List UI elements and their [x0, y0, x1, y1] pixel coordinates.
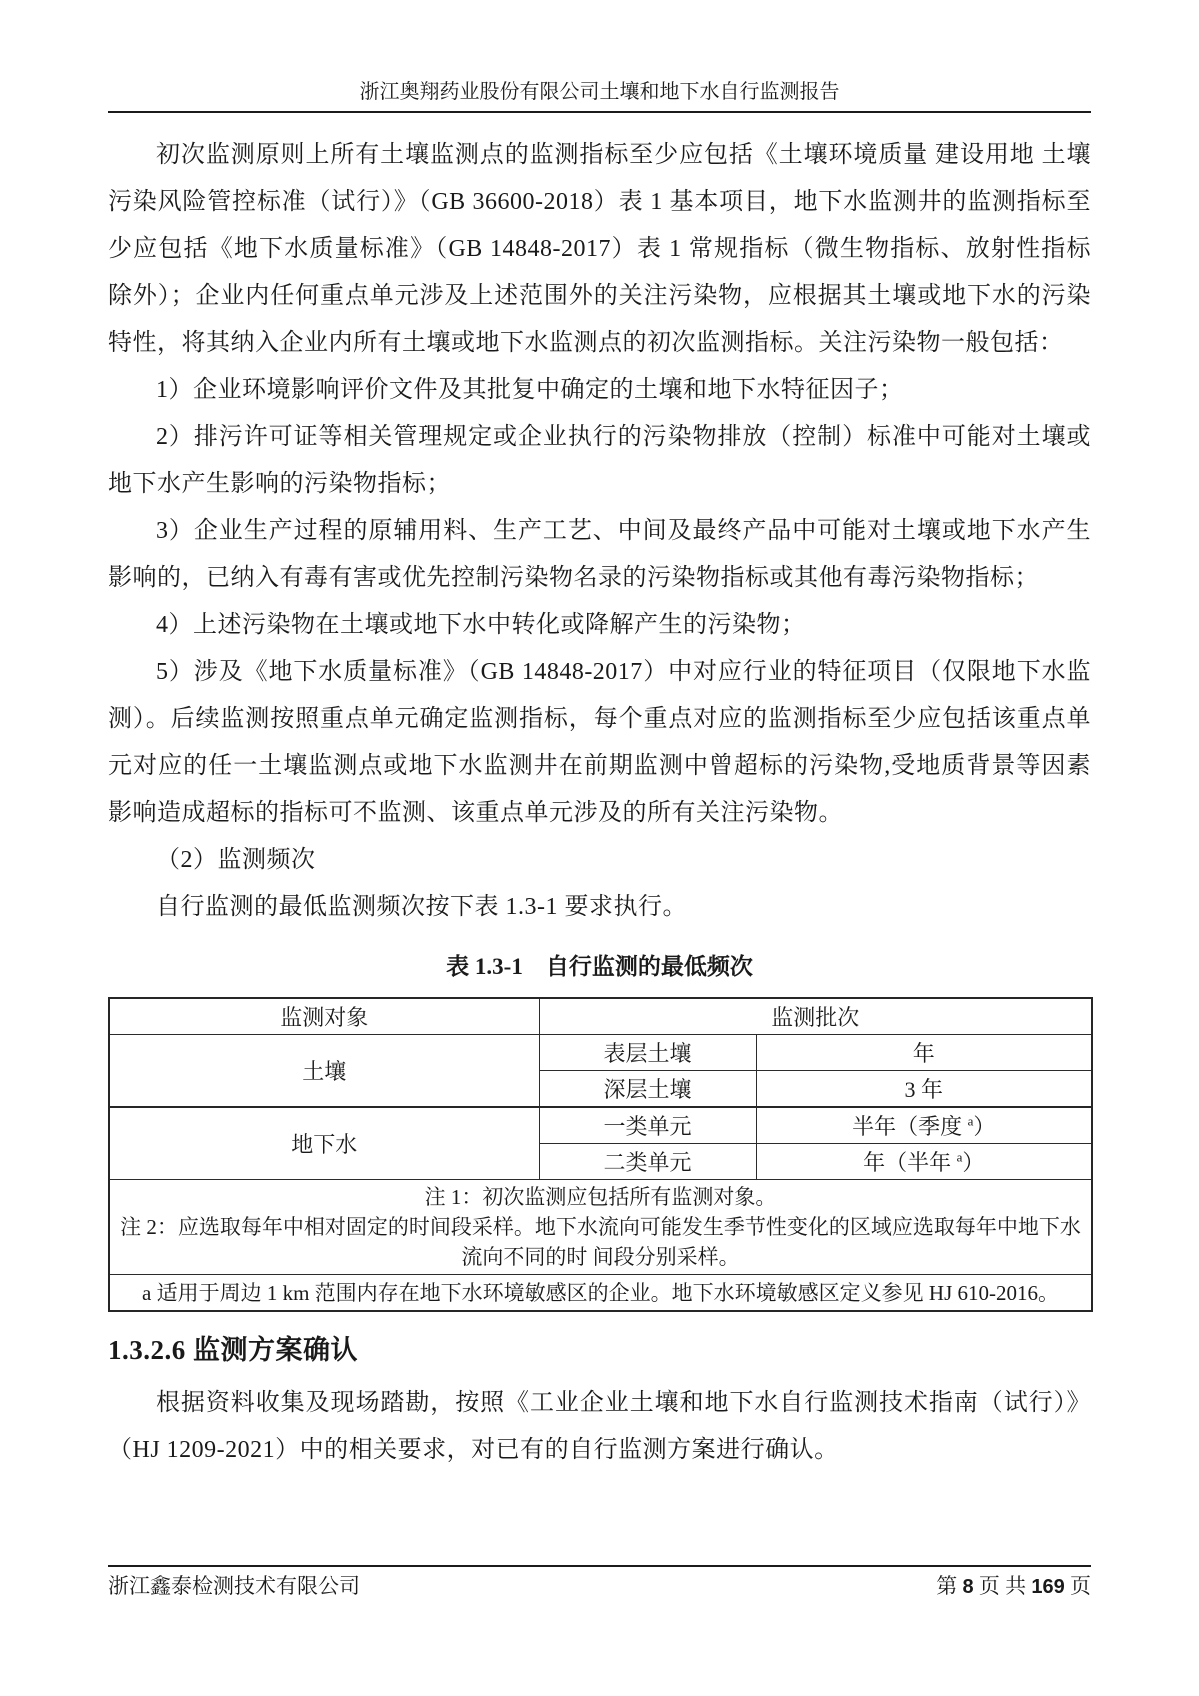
- table-notes-row: [109, 1180, 1092, 1275]
- monitoring-frequency-table: [108, 997, 1093, 1312]
- table-row-class1-unit: [109, 1107, 1092, 1144]
- unit-class2: 二类单元: [539, 1144, 756, 1180]
- footnote-marker-a: a: [956, 1149, 963, 1165]
- group-label-groundwater: 地下水: [109, 1107, 539, 1180]
- paragraph-intro: 初次监测原则上所有土壤监测点的监测指标至少应包括《土壤环境质量 建设用地 土壤污染风险管控标准（试行）》（GB 36600-2018）表 1 基本项目，地下水监测井的监测指标至少应包括《地下水质量标准》（GB 14848-2017）表 1 常规指标（微生物指标、放射性指标除外）；企业内任何重点单元涉及上述范围外的关注污染物，应根据其土壤或地下水的污染特性，将其纳入企业内所有土壤或地下水监测点的初次监测指标。关注污染物一般包括：: [108, 142, 1091, 356]
- column-header-object: 监测对象: [109, 998, 539, 1035]
- footer-page-info: 第 8 页 共 169 页: [936, 1574, 1091, 1598]
- freq-class1: 半年（季度 $^a$）: [756, 1107, 1092, 1144]
- footer-company: 浙江鑫泰检测技术有限公司: [108, 1574, 360, 1598]
- freq-surface-soil: 年: [756, 1035, 1092, 1071]
- column-header-frequency: 监测批次: [539, 998, 1092, 1035]
- paragraph-frequency-subtitle: （2）监测频次: [156, 847, 316, 873]
- paragraph-item-5: 5）涉及《地下水质量标准》（GB 14848-2017）中对应行业的特征项目（仅限地下水监测）。后续监测按照重点单元确定监测指标，每个重点对应的监测指标至少应包括该重点单元对应的任一土壤监测点或地下水监测井在前期监测中曾超标的污染物,受地质背景等因素影响造成超标的指标可不监测、该重点单元涉及的所有关注污染物。: [108, 659, 1091, 826]
- unit-surface-soil: 表层土壤: [539, 1035, 756, 1071]
- table-footnote-a: a 适用于周边 1 km 范围内存在地下水环境敏感区的企业。地下水环境敏感区定义参见 HJ 610-2016。: [109, 1275, 1092, 1312]
- paragraph-item-4: 4）上述污染物在土壤或地下水中转化或降解产生的污染物；: [156, 612, 806, 638]
- table-notes: [109, 1180, 1092, 1275]
- freq-deep-soil: 3 年: [756, 1071, 1092, 1108]
- table-row-surface-soil: [109, 1035, 1092, 1071]
- table-note-1: 注 1：初次监测应包括所有监测对象。: [424, 1185, 777, 1209]
- current-page-number: 8: [962, 1576, 974, 1598]
- footnote-marker-a: a: [967, 1113, 974, 1129]
- paragraph-item-1: 1）企业环境影响评价文件及其批复中确定的土壤和地下水特征因子；: [156, 377, 904, 403]
- section-heading-1-3-2-6: 1.3.2.6 监测方案确认: [108, 1335, 358, 1365]
- table-header-row: [109, 998, 1092, 1035]
- table-note-2: 注 2：应选取每年中相对固定的时间段采样。地下水流向可能发生季节性变化的区域应选取每年中地下水流向不同的时 间段分别采样。: [120, 1215, 1081, 1269]
- paragraph-item-3: 3）企业生产过程的原辅用料、生产工艺、中间及最终产品中可能对土壤或地下水产生影响的，已纳入有毒有害或优先控制污染物名录的污染物指标或其他有毒污染物指标；: [108, 518, 1091, 591]
- paragraph-plan-confirmation: 根据资料收集及现场踏勘，按照《工业企业土壤和地下水自行监测技术指南（试行）》（HJ 1209-2021）中的相关要求，对已有的自行监测方案进行确认。: [108, 1390, 1091, 1463]
- page-header: [108, 0, 1091, 113]
- page-footer: [108, 1565, 1091, 1600]
- group-label-soil: 土壤: [109, 1035, 539, 1108]
- unit-class1: 一类单元: [539, 1107, 756, 1144]
- paragraph-frequency-intro: 自行监测的最低监测频次按下表 1.3-1 要求执行。: [156, 894, 687, 920]
- header-title: 浙江奥翔药业股份有限公司土壤和地下水自行监测报告: [359, 81, 840, 103]
- paragraph-item-2: 2）排污许可证等相关管理规定或企业执行的污染物排放（控制）标准中可能对土壤或地下水产生影响的污染物指标；: [108, 424, 1091, 497]
- freq-class2: 年（半年 $^a$）: [756, 1144, 1092, 1180]
- table-footnote-row: [109, 1275, 1092, 1312]
- total-page-number: 169: [1031, 1576, 1065, 1598]
- document-body: [108, 132, 1091, 1474]
- table-caption: 表 1.3-1 自行监测的最低频次: [446, 954, 753, 979]
- unit-deep-soil: 深层土壤: [539, 1071, 756, 1108]
